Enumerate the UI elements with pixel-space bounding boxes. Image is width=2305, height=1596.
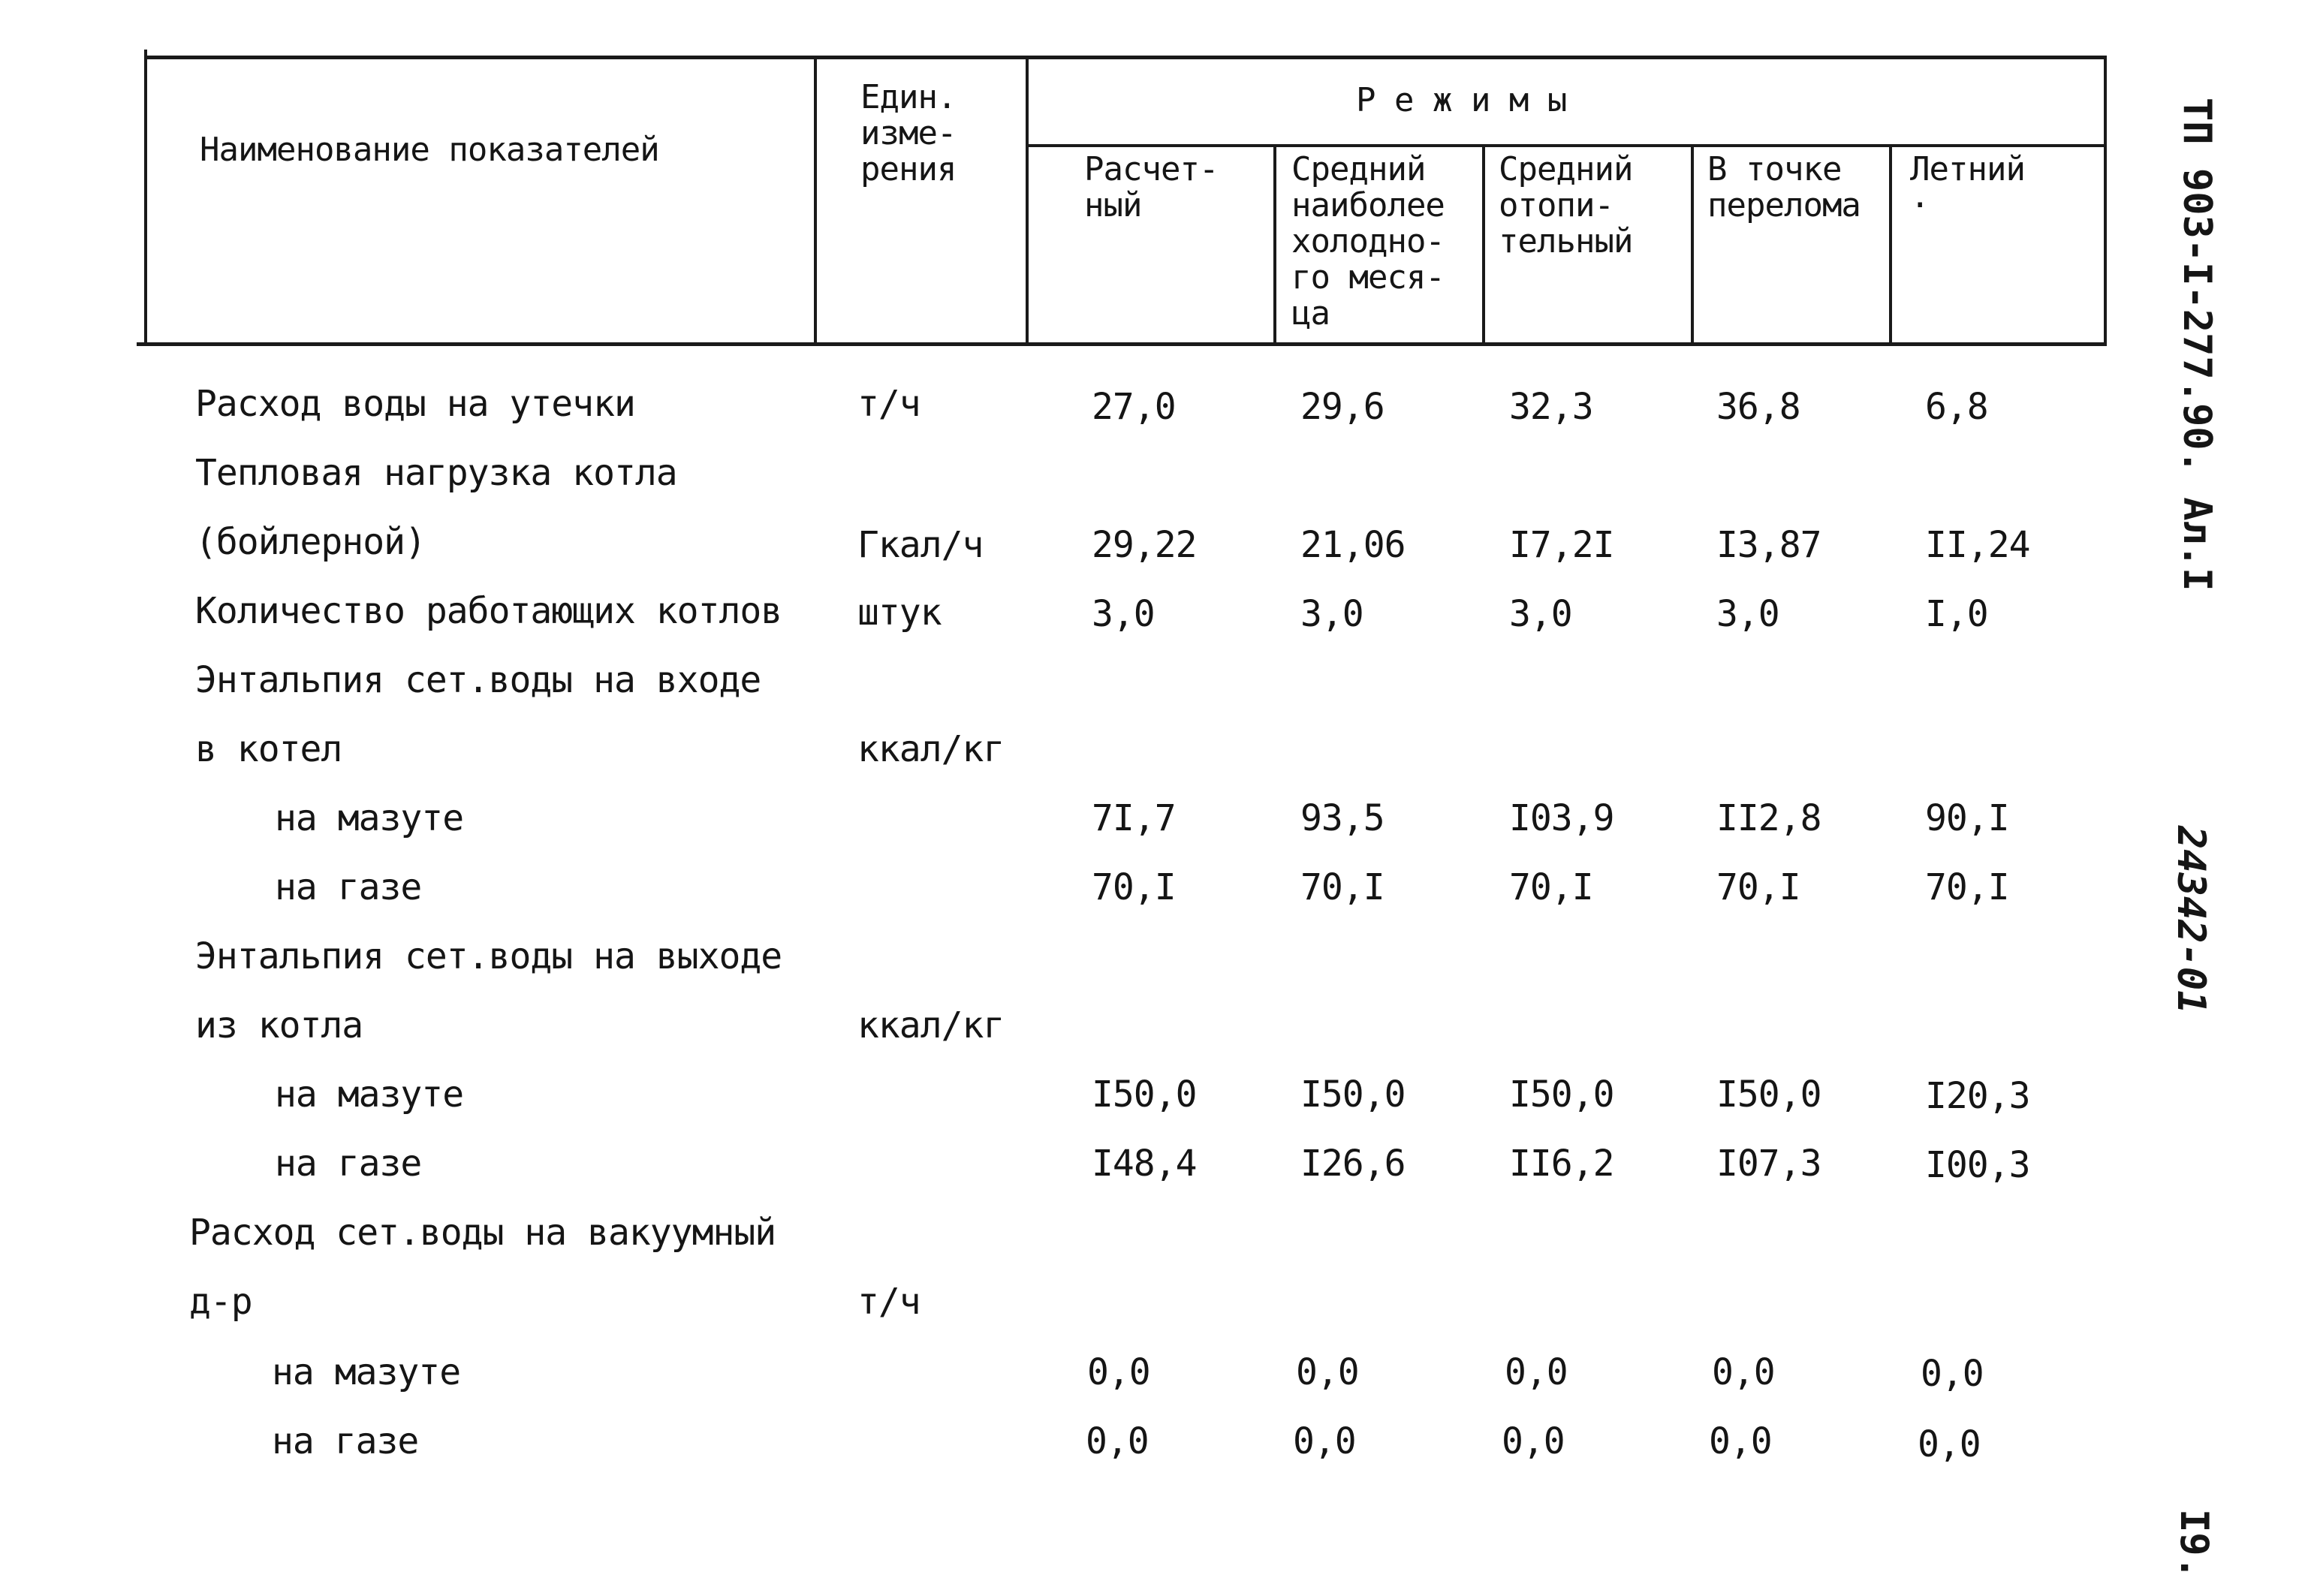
value-summer: 6,8 (1925, 386, 1988, 428)
value-summer: 0,0 (1921, 1353, 1984, 1395)
col-divider-unit (814, 56, 817, 345)
row-label: на мазуте (275, 1074, 464, 1116)
value-coldest-month: 0,0 (1293, 1420, 1356, 1462)
value-design: 0,0 (1086, 1420, 1149, 1462)
header-mode-break-point: В точке перелома (1707, 150, 1861, 224)
header-mode-heating-average: Средний отопи- тельный (1499, 150, 1633, 260)
value-design: 0,0 (1087, 1351, 1150, 1393)
value-break-point: I07,3 (1716, 1143, 1821, 1185)
value-summer: I,0 (1925, 593, 1988, 635)
header-mode-coldest-month: Средний наиболее холодно- го меся- ца (1291, 150, 1445, 333)
row-label: Расход сет.воды на вакуумный (189, 1212, 776, 1254)
row-label: Количество работающих котлов (195, 590, 782, 632)
value-heating-average: I7,2I (1509, 524, 1614, 566)
row-label: на мазуте (272, 1351, 461, 1393)
value-coldest-month: 93,5 (1300, 797, 1385, 839)
value-break-point: 36,8 (1716, 386, 1800, 428)
value-coldest-month: 70,I (1300, 866, 1385, 908)
header-unit-column: Един. изме- рения (860, 78, 957, 188)
row-unit: штук (857, 592, 942, 634)
row-label: из котла (195, 1004, 363, 1046)
value-break-point: 70,I (1716, 866, 1800, 908)
value-break-point: 0,0 (1709, 1420, 1772, 1462)
col-divider-mode-1 (1273, 144, 1276, 345)
value-design: 3,0 (1092, 593, 1155, 635)
row-unit: ккал/кг (857, 1004, 1005, 1046)
row-label: в котел (195, 728, 342, 770)
col-divider-mode-2 (1482, 144, 1485, 345)
value-coldest-month: 29,6 (1300, 386, 1385, 428)
row-label: на мазуте (275, 797, 464, 839)
modes-divider-line (1029, 144, 2107, 147)
value-design: 70,I (1092, 866, 1176, 908)
value-summer: 0,0 (1918, 1423, 1981, 1465)
value-heating-average: 70,I (1509, 866, 1593, 908)
col-divider-modes (1026, 56, 1029, 345)
col-divider-mode-3 (1691, 144, 1694, 345)
row-label: Расход воды на утечки (195, 383, 635, 425)
value-design: 27,0 (1092, 386, 1176, 428)
table-right-border (2104, 56, 2107, 345)
value-coldest-month: 21,06 (1300, 524, 1406, 566)
row-label: Энтальпия сет.воды на входе (195, 659, 761, 701)
value-break-point: 3,0 (1716, 593, 1779, 635)
row-unit: т/ч (857, 383, 920, 425)
value-break-point: II2,8 (1716, 797, 1821, 839)
value-heating-average: I50,0 (1509, 1074, 1614, 1116)
header-modes-title: Р е ж и м ы (1356, 81, 1567, 119)
row-label: Тепловая нагрузка котла (195, 452, 677, 494)
row-unit: ккал/кг (857, 728, 1005, 770)
value-coldest-month: I26,6 (1300, 1143, 1406, 1185)
header-mode-summer: Летний · (1910, 150, 2025, 224)
value-coldest-month: 0,0 (1296, 1351, 1359, 1393)
value-heating-average: 3,0 (1509, 593, 1572, 635)
row-label: д-р (189, 1281, 252, 1323)
value-design: I48,4 (1092, 1143, 1197, 1185)
value-design: I50,0 (1092, 1074, 1197, 1116)
row-label: (бойлерной) (195, 521, 426, 563)
table-left-border (144, 50, 147, 345)
value-summer: 70,I (1925, 866, 2009, 908)
value-summer: II,24 (1925, 524, 2030, 566)
value-coldest-month: 3,0 (1300, 593, 1363, 635)
value-heating-average: 0,0 (1505, 1351, 1568, 1393)
value-coldest-month: I50,0 (1300, 1074, 1406, 1116)
header-bottom-border (137, 342, 2107, 346)
value-heating-average: 0,0 (1502, 1420, 1565, 1462)
value-summer: 90,I (1925, 797, 2009, 839)
row-label: Энтальпия сет.воды на выходе (195, 935, 782, 977)
value-heating-average: II6,2 (1509, 1143, 1614, 1185)
value-summer: I00,3 (1925, 1144, 2030, 1186)
row-unit: т/ч (857, 1281, 920, 1323)
value-heating-average: I03,9 (1509, 797, 1614, 839)
value-break-point: I50,0 (1716, 1074, 1821, 1116)
row-label: на газе (272, 1420, 419, 1462)
row-label: на газе (275, 1143, 422, 1185)
value-heating-average: 32,3 (1509, 386, 1593, 428)
row-label: на газе (275, 866, 422, 908)
table-top-border (144, 56, 2107, 59)
page-number: I9. (2171, 1509, 2216, 1579)
value-break-point: I3,87 (1716, 524, 1821, 566)
header-name-column: Наименование показателей (200, 131, 659, 169)
value-break-point: 0,0 (1712, 1351, 1775, 1393)
value-summer: I20,3 (1925, 1075, 2030, 1117)
document-number: 24342-01 (2168, 826, 2213, 1014)
value-design: 29,22 (1092, 524, 1197, 566)
col-divider-mode-4 (1889, 144, 1892, 345)
value-design: 7I,7 (1092, 797, 1176, 839)
row-unit: Гкал/ч (857, 524, 984, 566)
header-mode-design: Расчет- ный (1084, 150, 1219, 224)
document-code: ТП 903-I-277.90. Ал.I (2174, 98, 2219, 592)
